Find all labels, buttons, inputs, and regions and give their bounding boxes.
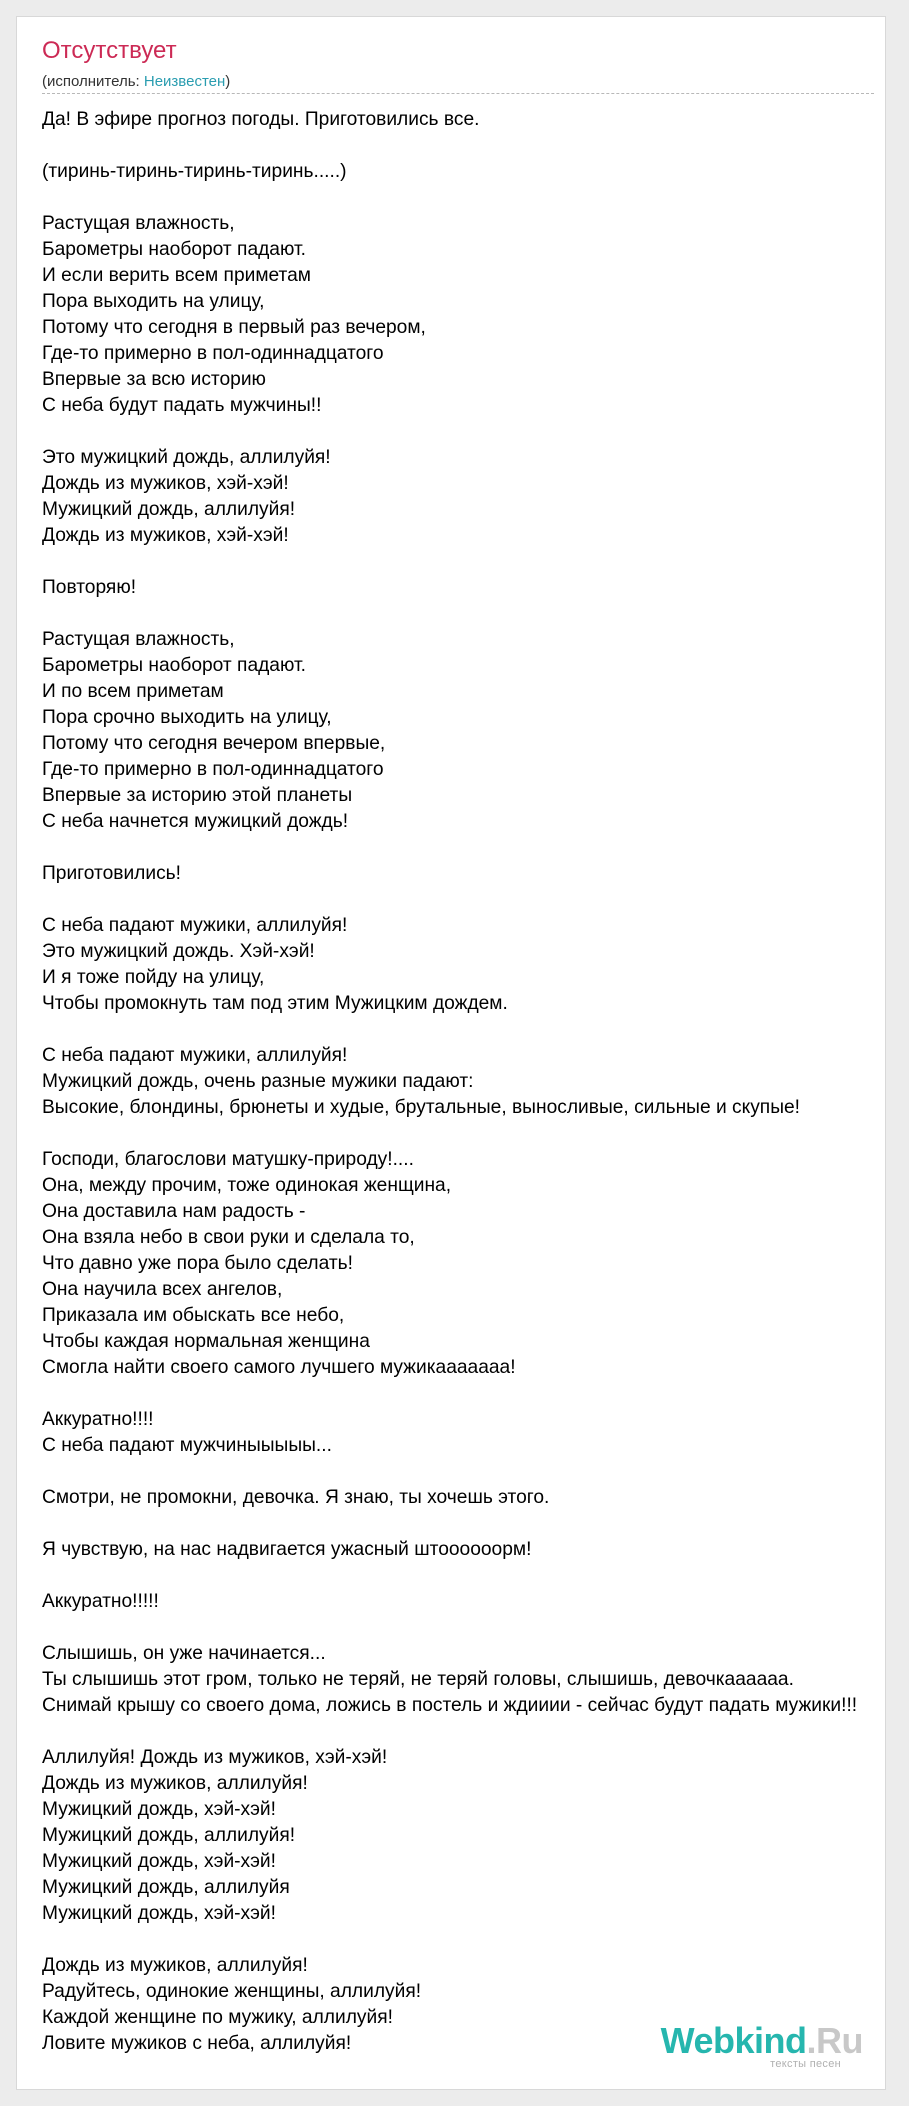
lyric-line: Впервые за историю этой планеты (42, 785, 353, 806)
lyric-line: Снимай крышу со своего дома, ложись в постель и ждииии - сейчас будут падать мужики!!! (42, 1695, 858, 1716)
lyric-line: Господи, благослови матушку-природу!.... (42, 1149, 414, 1170)
lyric-line: Дождь из мужиков, хэй-хэй! (42, 473, 289, 494)
watermark-brand: Webkind (660, 2020, 807, 2061)
lyric-blank-line (42, 1121, 857, 1147)
lyric-line: Где-то примерно в пол-одиннадцатого (42, 759, 384, 780)
lyric-line: Дождь из мужиков, аллилуйя! (42, 1955, 308, 1976)
lyric-line: Барометры наоборот падают. (42, 239, 306, 260)
lyric-line: (тиринь-тиринь-тиринь-тиринь.....) (42, 161, 347, 182)
lyric-blank-line (42, 1563, 857, 1589)
lyric-line: И если верить всем приметам (42, 265, 311, 286)
artist-suffix: ) (225, 73, 231, 90)
lyric-line: Барометры наоборот падают. (42, 655, 306, 676)
lyric-line: Потому что сегодня вечером впервые, (42, 733, 386, 754)
lyric-line: С неба начнется мужицкий дождь! (42, 811, 349, 832)
lyric-line: Она, между прочим, тоже одинокая женщина, (42, 1175, 452, 1196)
lyric-line: Каждой женщине по мужику, аллилуйя! (42, 2007, 393, 2028)
lyric-blank-line (42, 1927, 857, 1953)
watermark-tld: .Ru (806, 2020, 863, 2061)
title-divider (42, 93, 874, 94)
lyric-line: С неба падают мужчиныыыыы... (42, 1435, 332, 1456)
lyric-line: Растущая влажность, (42, 629, 235, 650)
lyric-blank-line (42, 1719, 857, 1745)
lyric-line: Мужицкий дождь, аллилуйя (42, 1877, 290, 1898)
lyric-line: Мужицкий дождь, аллилуйя! (42, 1825, 296, 1846)
lyric-line: И я тоже пойду на улицу, (42, 967, 265, 988)
lyric-blank-line (42, 601, 857, 627)
lyric-line: Смотри, не промокни, девочка. Я знаю, ты хочешь этого. (42, 1487, 550, 1508)
lyric-line: Аллилуйя! Дождь из мужиков, хэй-хэй! (42, 1747, 388, 1768)
lyric-line: Дождь из мужиков, хэй-хэй! (42, 525, 289, 546)
lyric-line: Да! В эфире прогноз погоды. Приготовились все. (42, 109, 480, 130)
lyric-line: Впервые за всю историю (42, 369, 266, 390)
lyric-line: Чтобы каждая нормальная женщина (42, 1331, 370, 1352)
lyrics-text (42, 107, 857, 2057)
lyric-blank-line (42, 887, 857, 913)
lyric-line: Радуйтесь, одинокие женщины, аллилуйя! (42, 1981, 422, 2002)
lyric-line: Мужицкий дождь, хэй-хэй! (42, 1903, 276, 1924)
watermark-logo (660, 2020, 863, 2061)
lyric-line: Аккуратно!!!! (42, 1409, 154, 1430)
lyric-line: Я чувствую, на нас надвигается ужасный штоооооорм! (42, 1539, 532, 1560)
lyric-line: С неба будут падать мужчины!! (42, 395, 322, 416)
lyric-line: И по всем приметам (42, 681, 224, 702)
lyric-line: Высокие, блондины, брюнеты и худые, брутальные, выносливые, сильные и скупые! (42, 1097, 800, 1118)
lyric-line: Мужицкий дождь, аллилуйя! (42, 499, 296, 520)
lyric-line: С неба падают мужики, аллилуйя! (42, 1045, 348, 1066)
lyric-line: С неба падают мужики, аллилуйя! (42, 915, 348, 936)
lyric-line: Это мужицкий дождь, аллилуйя! (42, 447, 331, 468)
lyric-blank-line (42, 419, 857, 445)
lyric-blank-line (42, 549, 857, 575)
lyric-blank-line (42, 133, 857, 159)
lyric-line: Смогла найти своего самого лучшего мужикааааааа! (42, 1357, 516, 1378)
lyric-blank-line (42, 185, 857, 211)
lyric-line: Потому что сегодня в первый раз вечером, (42, 317, 426, 338)
lyric-blank-line (42, 1459, 857, 1485)
lyric-line: Аккуратно!!!!! (42, 1591, 159, 1612)
lyric-line: Чтобы промокнуть там под этим Мужицким дождем. (42, 993, 508, 1014)
lyric-line: Ловите мужиков с неба, аллилуйя! (42, 2033, 352, 2054)
lyric-line: Она научила всех ангелов, (42, 1279, 283, 1300)
lyric-line: Приказала им обыскать все небо, (42, 1305, 345, 1326)
lyric-line: Мужицкий дождь, хэй-хэй! (42, 1799, 276, 1820)
artist-link[interactable]: Неизвестен (143, 73, 226, 90)
song-title: Отсутствует (42, 37, 177, 64)
lyric-line: Слышишь, он уже начинается... (42, 1643, 326, 1664)
lyric-line: Мужицкий дождь, хэй-хэй! (42, 1851, 276, 1872)
artist-line (42, 74, 230, 89)
lyric-blank-line (42, 1017, 857, 1043)
lyric-line: Мужицкий дождь, очень разные мужики падают: (42, 1071, 474, 1092)
lyric-line: Это мужицкий дождь. Хэй-хэй! (42, 941, 315, 962)
lyric-line: Где-то примерно в пол-одиннадцатого (42, 343, 384, 364)
lyric-line: Растущая влажность, (42, 213, 235, 234)
lyric-blank-line (42, 1615, 857, 1641)
artist-prefix: (исполнитель: (42, 73, 144, 90)
lyric-blank-line (42, 1511, 857, 1537)
lyric-blank-line (42, 1381, 857, 1407)
lyric-blank-line (42, 835, 857, 861)
lyric-line: Пора выходить на улицу, (42, 291, 265, 312)
lyric-line: Ты слышишь этот гром, только не теряй, не теряй головы, слышишь, девочкаааааа. (42, 1669, 794, 1690)
lyric-line: Повторяю! (42, 577, 137, 598)
lyric-line: Она доставила нам радость - (42, 1201, 306, 1222)
webkind-watermark (660, 2020, 863, 2071)
lyric-line: Она взяла небо в свои руки и сделала то, (42, 1227, 415, 1248)
watermark-tagline: тексты песен (770, 2058, 841, 2070)
lyric-line: Пора срочно выходить на улицу, (42, 707, 332, 728)
lyric-line: Что давно уже пора было сделать! (42, 1253, 353, 1274)
lyrics-card (16, 16, 886, 2090)
lyric-line: Дождь из мужиков, аллилуйя! (42, 1773, 308, 1794)
lyric-line: Приготовились! (42, 863, 181, 884)
